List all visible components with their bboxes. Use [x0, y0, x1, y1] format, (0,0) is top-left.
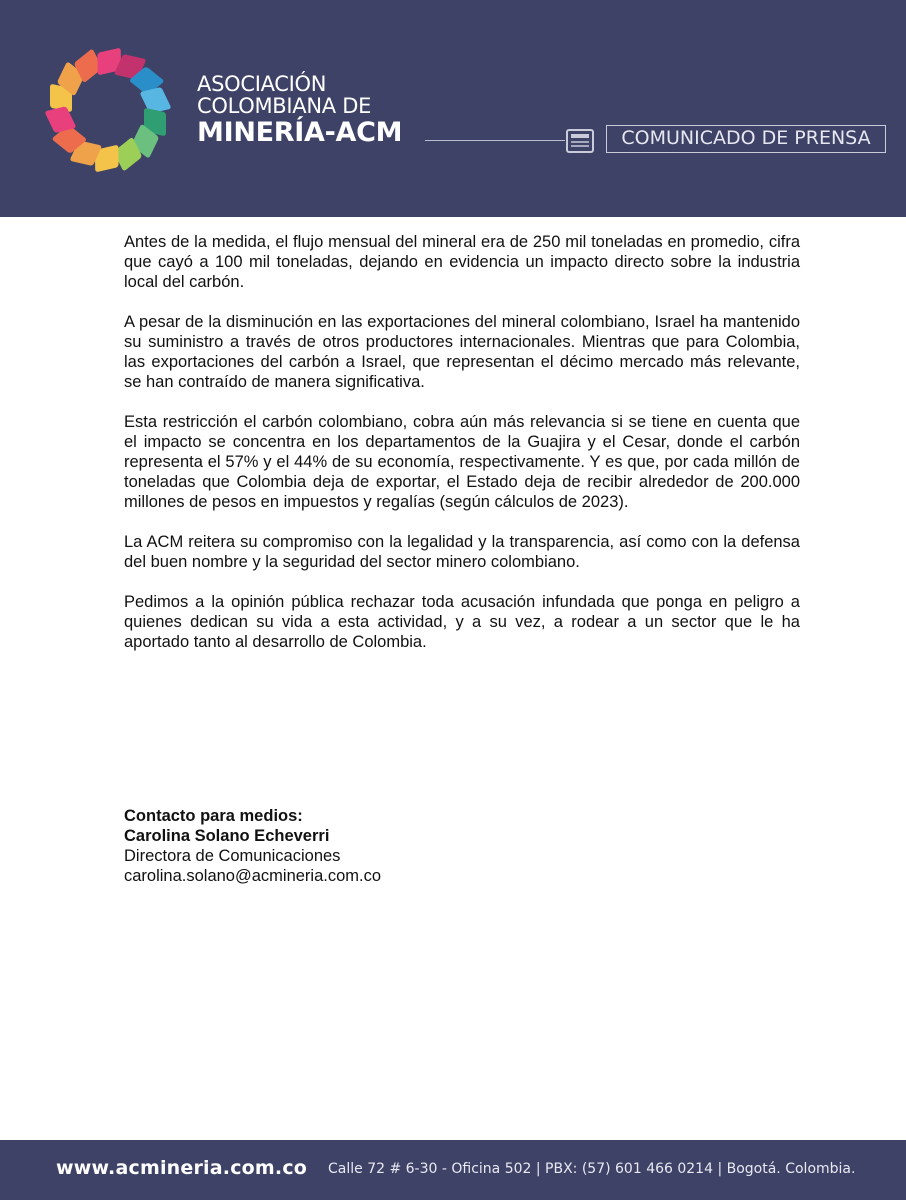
press-release-label: COMUNICADO DE PRENSA — [606, 125, 886, 153]
paragraph-2: A pesar de la disminución en las exportaciones del mineral colombiano, Israel ha mantenido su suministro a través de otros productores internacionales. Mientras que para Colombia, las exportaciones del carbón a Israel, que representan el décimo mercado más relevante, se han contraído de manera significativa. — [124, 313, 800, 391]
media-contact — [124, 806, 381, 886]
paragraph-4: La ACM reitera su compromiso con la legalidad y la transparencia, así como con la defensa del buen nombre y la seguridad del sector minero colombiano. — [124, 533, 800, 571]
contact-heading: Contacto para medios: — [124, 807, 303, 825]
paragraph-1: Antes de la medida, el flujo mensual del mineral era de 250 mil toneladas en promedio, cifra que cayó a 100 mil toneladas, dejando en evidencia un impacto directo sobre la industria local del carbón. — [124, 233, 800, 291]
contact-name: Carolina Solano Echeverri — [124, 827, 330, 845]
organization-name — [197, 73, 402, 149]
footer-banner — [0, 1140, 906, 1200]
footer-address: Calle 72 # 6-30 - Oficina 502 | PBX: (57) 601 466 0214 | Bogotá. Colombia. — [328, 1161, 856, 1177]
contact-role: Directora de Comunicaciones — [124, 847, 341, 865]
newspaper-icon — [564, 125, 596, 157]
org-name-line1: ASOCIACIÓN — [197, 72, 327, 96]
acm-logo-icon — [28, 30, 188, 190]
paragraph-5: Pedimos a la opinión pública rechazar toda acusación infundada que ponga en peligro a quienes dedican su vida a esta actividad, y a su vez, a rodear a un sector que le ha aportado tanto al desarrollo de Colombia. — [124, 593, 800, 651]
header-banner — [0, 0, 906, 217]
paragraph-3: Esta restricción el carbón colombiano, cobra aún más relevancia si se tiene en cuenta que el impacto se concentra en los departamentos de la Guajira y el Cesar, donde el carbón representa el 57% y el 44% de su economía, respectivamente. Y es que, por cada millón de toneladas que Colombia deja de exportar, el Estado deja de recibir alrededor de 200.000 millones de pesos en impuestos y regalías (según cálculos de 2023). — [124, 413, 800, 511]
header-divider — [425, 140, 565, 141]
org-name-line3: MINERÍA-ACM — [197, 117, 403, 148]
org-name-line2: COLOMBIANA DE — [197, 94, 372, 118]
press-body — [124, 232, 800, 672]
footer-website[interactable]: www.acmineria.com.co — [56, 1157, 308, 1179]
contact-email[interactable]: carolina.solano@acmineria.com.co — [124, 867, 382, 885]
